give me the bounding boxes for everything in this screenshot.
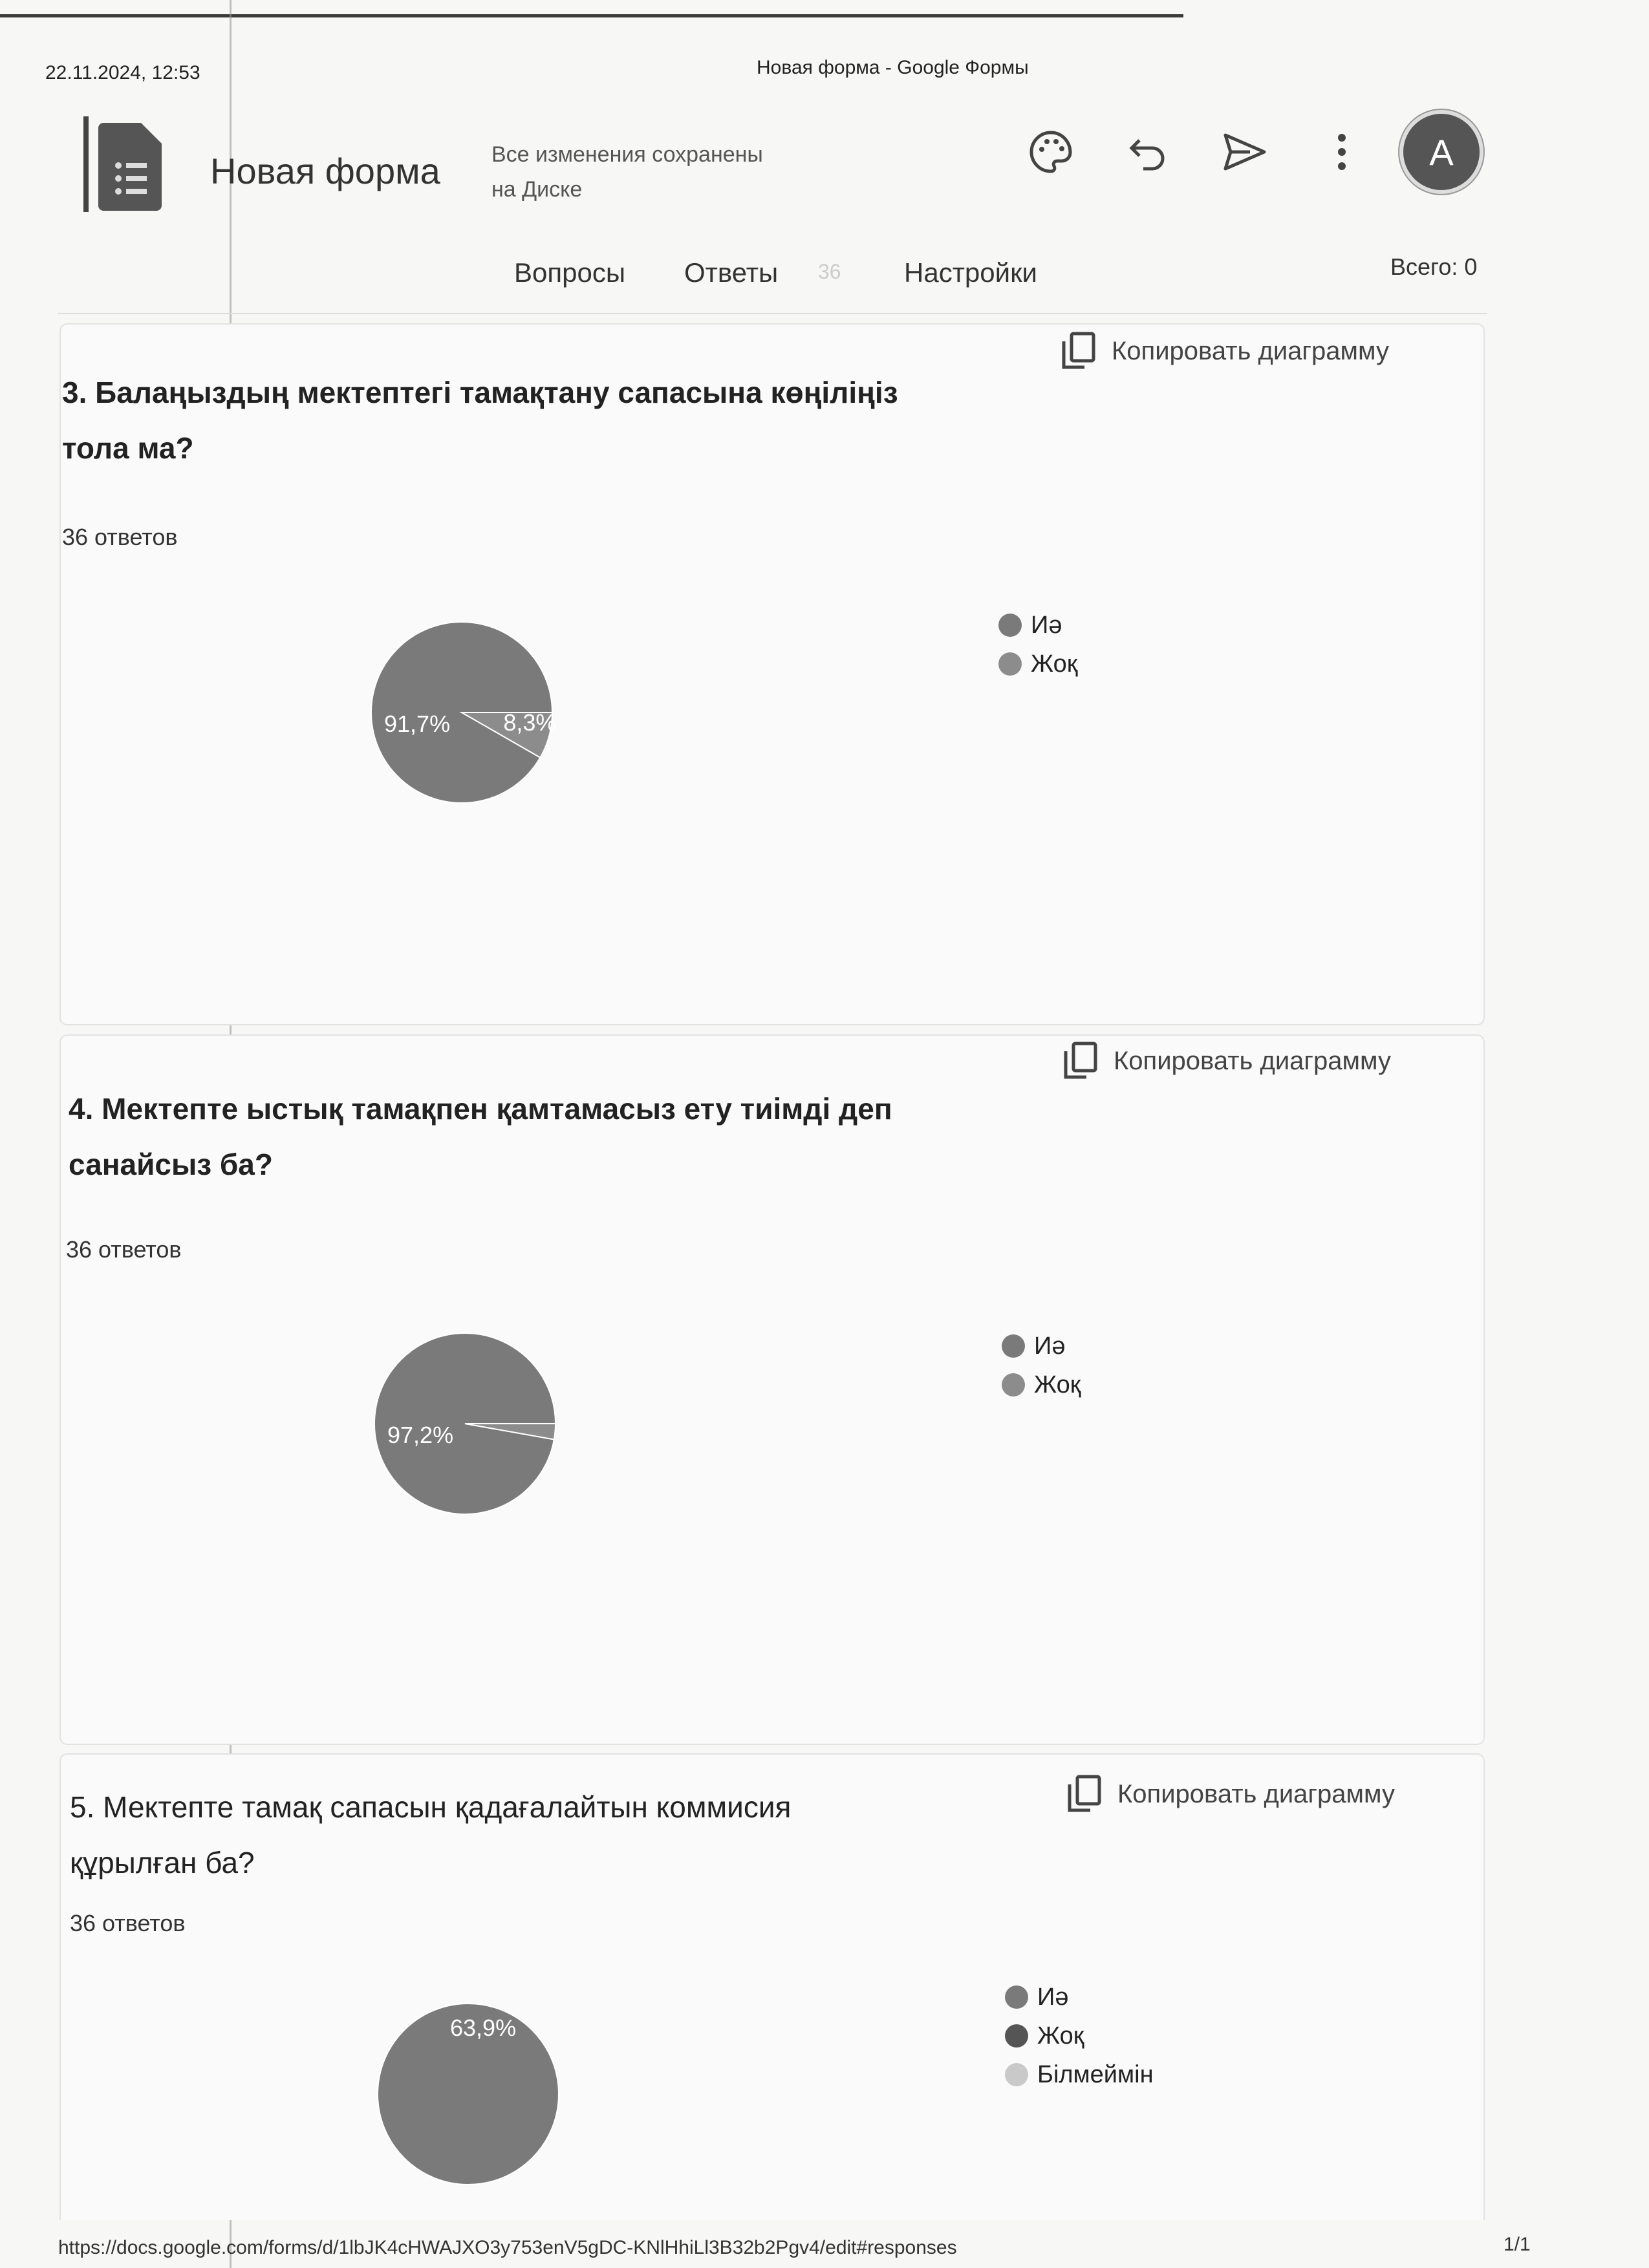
copy-chart-button[interactable] [1060, 331, 1389, 371]
legend-dot [998, 614, 1022, 637]
total-score: Всего: 0 [1390, 253, 1478, 280]
copy-icon [1066, 1774, 1103, 1814]
pie-chart [371, 1997, 565, 2191]
send-icon[interactable] [1219, 126, 1271, 178]
print-datetime: 22.11.2024, 12:53 [45, 62, 200, 83]
legend-label: Білмеймін [1037, 2060, 1154, 2088]
legend-label: Жоқ [1034, 1371, 1081, 1398]
legend-dot [1002, 1334, 1025, 1358]
question-title-line1: 5. Мектепте тамақ сапасын қадағалайтын коммисия [70, 1790, 792, 1824]
question-card [59, 323, 1485, 1025]
google-forms-logo-icon[interactable] [81, 115, 165, 213]
tab-responses[interactable]: Ответы [684, 257, 779, 288]
legend-item [1005, 2017, 1154, 2055]
pie-data-label: 63,9% [450, 2015, 517, 2041]
account-avatar[interactable]: A [1403, 114, 1480, 190]
question-card [59, 1034, 1485, 1745]
copy-chart-label: Копировать диаграмму [1114, 1046, 1391, 1075]
copy-chart-label: Копировать диаграмму [1117, 1779, 1395, 1808]
legend-item [998, 645, 1077, 683]
tab-responses-count: 36 [818, 260, 841, 283]
scan-edge-line [0, 14, 1183, 17]
page-url: https://docs.google.com/forms/d/1lbJK4cHWAJXO3y753enV5gDC-KNlHhiLl3B32b2Pgv4/edit#responses [58, 2237, 957, 2258]
copy-chart-button[interactable] [1066, 1774, 1395, 1814]
legend-label: Иә [1031, 611, 1062, 639]
legend-label: Жоқ [1037, 2022, 1084, 2049]
save-status [491, 137, 854, 207]
question-title [70, 1779, 791, 1890]
chart-legend [998, 606, 1077, 683]
pie-chart-clip [371, 1997, 565, 2204]
tab-settings[interactable]: Настройки [904, 257, 1037, 288]
question-title-line1: 4. Мектепте ыстық тамақпен қамтамасыз ету тиімді деп [69, 1092, 892, 1126]
copy-chart-button[interactable] [1062, 1041, 1391, 1081]
form-title[interactable]: Новая форма [210, 151, 440, 191]
more-vert-icon[interactable] [1316, 126, 1368, 178]
legend-item [1002, 1327, 1081, 1365]
legend-label: Иә [1037, 1983, 1069, 2011]
legend-label: Иә [1034, 1332, 1066, 1360]
response-count: 36 ответов [62, 524, 178, 550]
question-card [59, 1753, 1485, 2220]
question-title-line2: санайсыз ба? [69, 1148, 273, 1181]
legend-dot [1005, 2063, 1028, 2086]
pie-data-label: 91,7% [384, 711, 451, 737]
pie-data-label: 97,2% [387, 1422, 454, 1448]
question-title [69, 1081, 892, 1192]
question-title [62, 365, 898, 476]
question-title-line1: 3. Балаңыздың мектептегі тамақтану сапасына көңіліңіз [62, 376, 898, 409]
legend-item [1005, 2055, 1154, 2094]
copy-icon [1062, 1041, 1099, 1081]
response-count: 36 ответов [70, 1910, 186, 1936]
chart-legend [1002, 1327, 1081, 1404]
pie-data-label: 8,3% [503, 709, 557, 736]
pie-chart [365, 615, 559, 809]
save-status-line2: на Диске [491, 177, 583, 202]
tab-divider [58, 313, 1487, 314]
legend-dot [1002, 1373, 1025, 1396]
tab-questions[interactable]: Вопросы [514, 257, 626, 288]
legend-dot [998, 652, 1022, 676]
page-number: 1/1 [1503, 2234, 1531, 2255]
legend-dot [1005, 1985, 1028, 2009]
legend-item [1002, 1365, 1081, 1404]
question-title-line2: тола ма? [62, 431, 194, 465]
legend-item [1005, 1978, 1154, 2017]
undo-icon[interactable] [1124, 126, 1176, 178]
response-count: 36 ответов [66, 1236, 182, 1263]
legend-dot [1005, 2024, 1028, 2048]
legend-label: Жоқ [1031, 650, 1078, 678]
copy-icon [1060, 331, 1097, 371]
print-page-title: Новая форма - Google Формы [757, 57, 1029, 78]
copy-chart-label: Копировать диаграмму [1112, 336, 1389, 365]
question-title-line2: құрылған ба? [70, 1846, 255, 1879]
pie-chart [368, 1327, 562, 1521]
legend-item [998, 606, 1077, 645]
palette-icon[interactable] [1025, 126, 1077, 178]
save-status-line1: Все изменения сохранены [491, 142, 763, 167]
chart-legend [1005, 1978, 1154, 2094]
